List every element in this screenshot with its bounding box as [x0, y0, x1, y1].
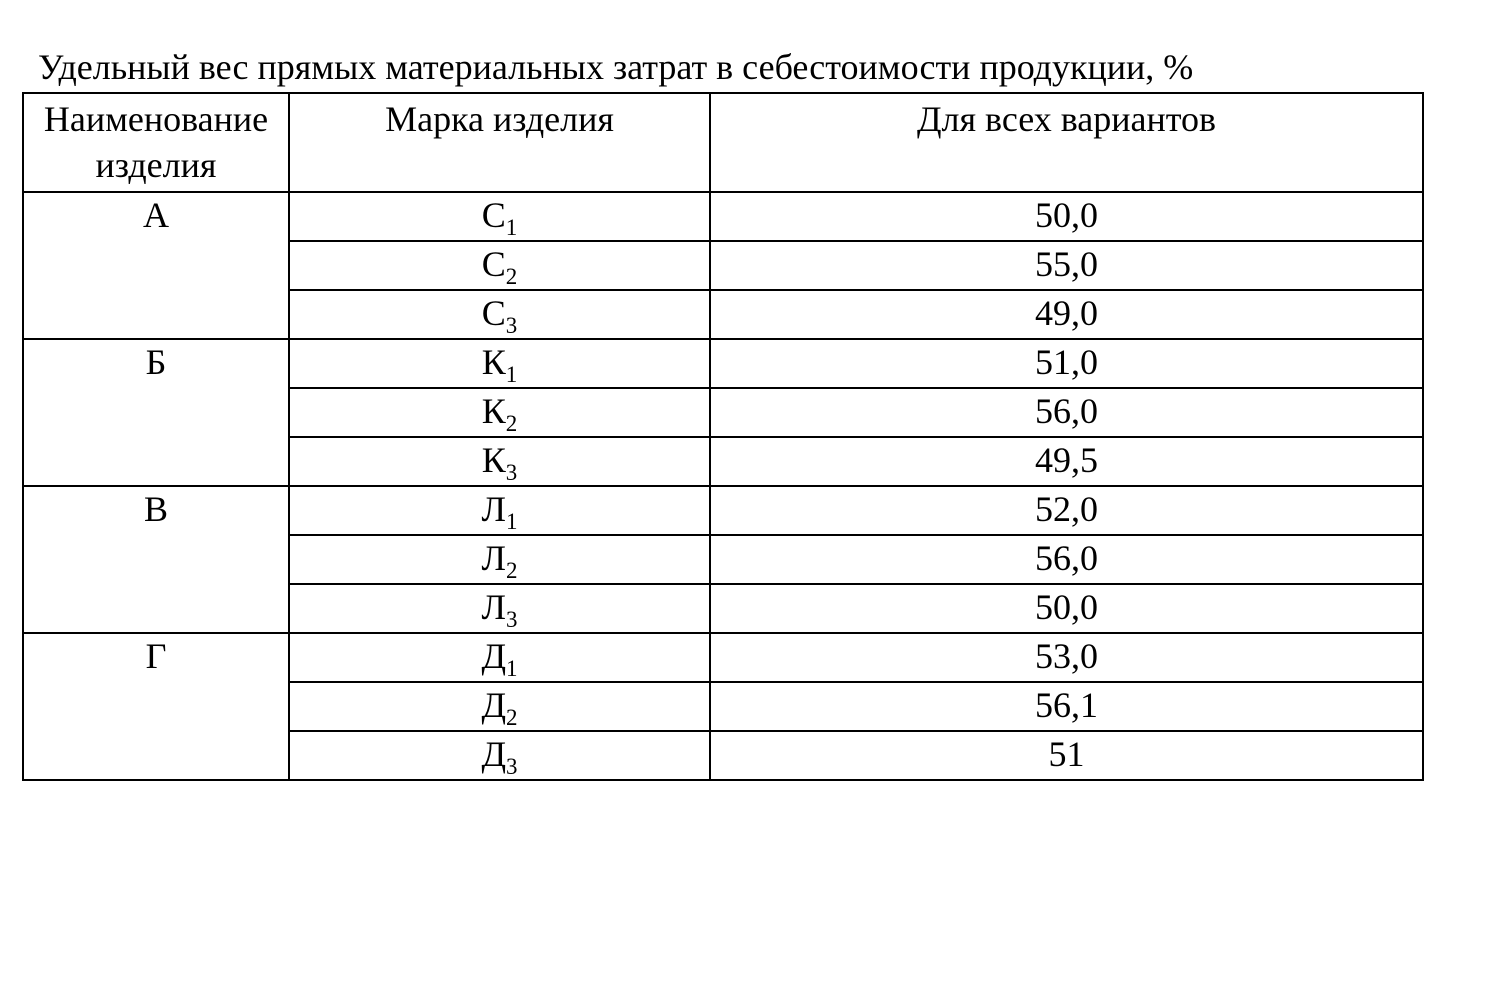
brand-letter: С: [481, 244, 506, 284]
cost-share-value-cell: 52,0: [710, 486, 1423, 535]
cost-share-value-cell: 49,0: [710, 290, 1423, 339]
cost-share-value-cell: 51: [710, 731, 1423, 780]
product-brand-cell: [289, 241, 710, 290]
brand-letter: К: [481, 391, 506, 431]
product-brand-cell: [289, 437, 710, 486]
cost-share-value-cell: 56,1: [710, 682, 1423, 731]
brand-index: 3: [505, 460, 518, 485]
product-brand-cell: [289, 339, 710, 388]
brand-letter: Д: [481, 685, 507, 725]
header-product-name: Наименование изделия: [23, 93, 289, 192]
product-brand-cell: [289, 192, 710, 241]
brand-index: 1: [506, 656, 518, 681]
table-header-row: [23, 93, 1423, 192]
brand-index: 3: [505, 313, 518, 338]
brand-index: 1: [505, 215, 518, 240]
brand-letter: С: [481, 195, 506, 235]
cost-share-value-cell: 50,0: [710, 584, 1423, 633]
brand-index: 2: [505, 558, 518, 583]
product-brand-cell: [289, 290, 710, 339]
brand-letter: К: [481, 342, 506, 382]
cost-share-value-cell: 56,0: [710, 388, 1423, 437]
product-brand-cell: [289, 731, 710, 780]
brand-index: 1: [505, 509, 518, 534]
brand-index: 3: [505, 607, 518, 632]
product-brand-cell: [289, 633, 710, 682]
cost-share-value-cell: 49,5: [710, 437, 1423, 486]
table-row: [23, 192, 1423, 241]
table-row: [23, 339, 1423, 388]
brand-letter: Л: [481, 587, 506, 627]
product-name-cell: А: [23, 192, 289, 339]
product-name-cell: Г: [23, 633, 289, 780]
brand-letter: Л: [481, 489, 506, 529]
brand-letter: Д: [481, 734, 507, 774]
product-name-cell: Б: [23, 339, 289, 486]
product-brand-cell: [289, 682, 710, 731]
brand-letter: Д: [481, 636, 507, 676]
product-brand-cell: [289, 388, 710, 437]
header-product-brand: Марка изделия: [289, 93, 710, 192]
brand-letter: С: [481, 293, 506, 333]
product-name-cell: В: [23, 486, 289, 633]
brand-index: 2: [506, 705, 518, 730]
product-brand-cell: [289, 584, 710, 633]
cost-share-value-cell: 53,0: [710, 633, 1423, 682]
brand-index: 1: [505, 362, 518, 387]
brand-index: 2: [505, 411, 518, 436]
cost-share-value-cell: 55,0: [710, 241, 1423, 290]
brand-index: 3: [506, 754, 518, 779]
table-row: [23, 633, 1423, 682]
product-brand-cell: [289, 535, 710, 584]
brand-letter: К: [481, 440, 506, 480]
cost-share-value-cell: 56,0: [710, 535, 1423, 584]
cost-share-value-cell: 51,0: [710, 339, 1423, 388]
brand-letter: Л: [481, 538, 506, 578]
cost-share-value-cell: 50,0: [710, 192, 1423, 241]
table-title: Удельный вес прямых материальных затрат в себестоимости продукции, %: [38, 47, 1194, 87]
header-all-variants: Для всех вариантов: [710, 93, 1423, 192]
product-brand-cell: [289, 486, 710, 535]
material-costs-table: [22, 92, 1424, 781]
table-row: [23, 486, 1423, 535]
brand-index: 2: [505, 264, 518, 289]
